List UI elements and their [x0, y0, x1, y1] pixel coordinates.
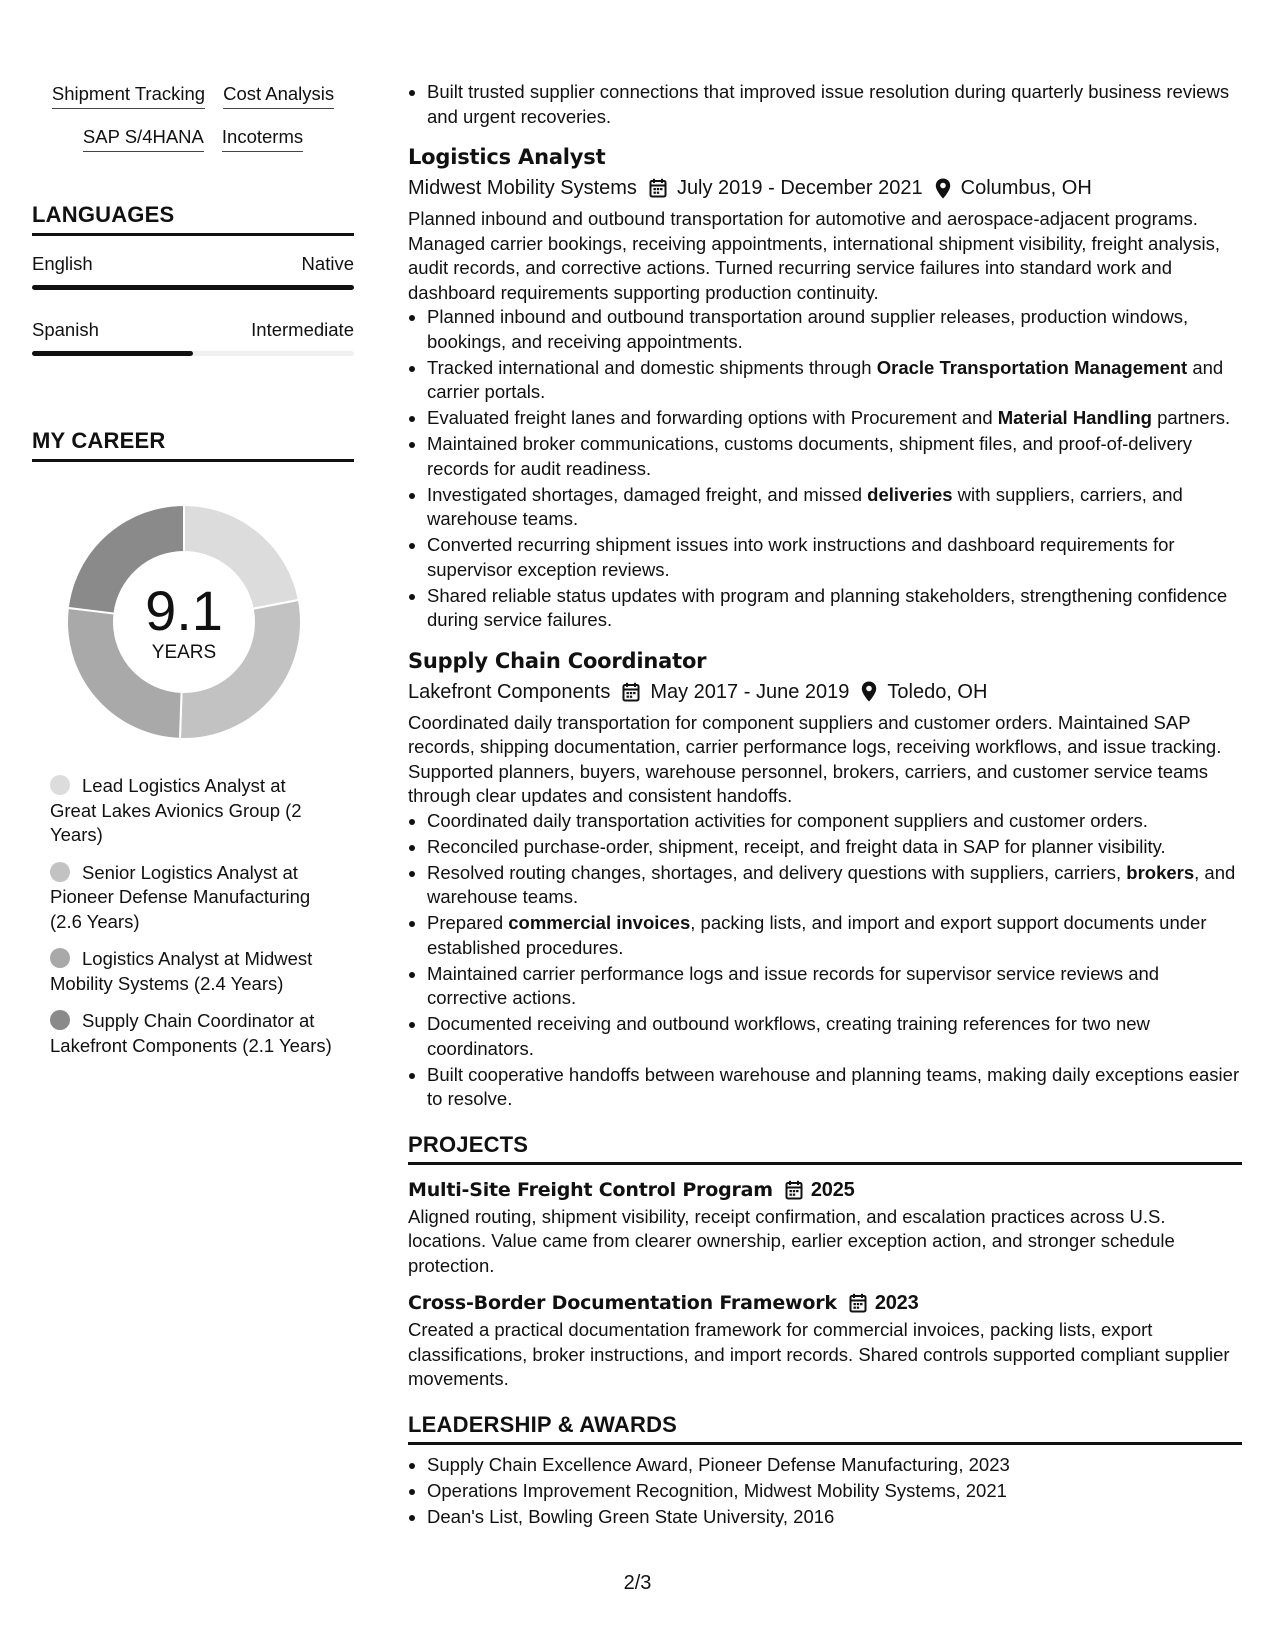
- job-location: Columbus, OH: [960, 177, 1092, 199]
- awards-heading: LEADERSHIP & AWARDS: [408, 1412, 1242, 1445]
- job-bullets: [408, 305, 1242, 633]
- experience-entry: [408, 647, 1242, 1112]
- legend-label: Senior Logistics Analyst at Pioneer Defense Manufacturing (2.6 Years): [50, 861, 311, 932]
- legend-label: Lead Logistics Analyst at Great Lakes Avionics Group (2 Years): [50, 775, 302, 845]
- job-bullet: Built trusted supplier connections that improved issue resolution during quarterly business reviews and urgent recoveries.: [408, 80, 1242, 129]
- career-legend-item: [50, 861, 332, 935]
- project-entry: [408, 1290, 1242, 1392]
- legend-dot: [50, 862, 70, 882]
- languages-heading: LANGUAGES: [32, 202, 354, 236]
- language-proficiency-fill: [32, 285, 354, 290]
- language-item: [32, 318, 354, 356]
- legend-label: Supply Chain Coordinator at Lakefront Components (2.1 Years): [50, 1010, 332, 1056]
- legend-dot: [50, 775, 70, 795]
- experience-entry: [408, 143, 1242, 633]
- job-dates: May 2017 - June 2019: [650, 680, 850, 703]
- previous-job-bullets: [408, 80, 1242, 129]
- job-bullet: Built cooperative handoffs between warehouse and planning teams, making daily exceptions easier to resolve.: [408, 1063, 1242, 1112]
- career-legend-item: [50, 774, 332, 848]
- language-proficiency-bar: [32, 285, 354, 290]
- legend-dot: [50, 948, 70, 968]
- job-bullet: Prepared commercial invoices, packing lists, and import and export support documents under established procedures.: [408, 911, 1242, 960]
- project-year: 2025: [810, 1178, 855, 1201]
- project-year: 2023: [874, 1292, 919, 1314]
- award-item: Dean's List, Bowling Green State University, 2016: [408, 1505, 1242, 1530]
- career-donut-chart: [54, 492, 314, 752]
- job-bullet: Reconciled purchase-order, shipment, receipt, and freight data in SAP for planner visibility.: [408, 835, 1242, 860]
- language-proficiency-bar: [32, 351, 354, 356]
- career-section: [32, 428, 354, 1058]
- job-description: Planned inbound and outbound transportation for automotive and aerospace-adjacent programs. Managed carrier bookings, receiving appointments, international shipment visibility, freight analysis, audit records, and corrective actions. Turned recurring service failures into standard work and dashboard requirements supporting production continuity.: [408, 208, 1221, 303]
- skill-tag: SAP S/4HANA: [83, 125, 204, 152]
- job-bullet: Coordinated daily transportation activities for component suppliers and customer orders.: [408, 809, 1242, 834]
- languages-section: [32, 202, 354, 356]
- skill-tag: Shipment Tracking: [52, 82, 205, 109]
- language-item: [32, 252, 354, 290]
- job-meta: [408, 174, 1242, 202]
- awards-list: [408, 1453, 1242, 1530]
- main-column: [408, 80, 1242, 1531]
- career-legend-item: [50, 947, 332, 996]
- job-bullet: Resolved routing changes, shortages, and delivery questions with suppliers, carriers, brokers, and warehouse teams.: [408, 861, 1242, 910]
- legend-label: Logistics Analyst at Midwest Mobility Systems (2.4 Years): [50, 948, 313, 994]
- job-title: Logistics Analyst: [408, 145, 606, 169]
- job-bullet: Evaluated freight lanes and forwarding options with Procurement and Material Handling partners.: [408, 406, 1242, 431]
- language-proficiency-fill: [32, 351, 193, 356]
- job-meta: [408, 678, 1242, 706]
- projects-section: [408, 1132, 1242, 1392]
- job-dates: July 2019 - December 2021: [676, 177, 923, 199]
- location-pin-icon: [935, 178, 951, 199]
- legend-dot: [50, 1010, 70, 1030]
- skill-tag: Incoterms: [222, 125, 303, 152]
- job-bullet: Maintained carrier performance logs and issue records for supervisor service reviews and corrective actions.: [408, 962, 1242, 1011]
- job-bullet: Converted recurring shipment issues into work instructions and dashboard requirements for supervisor exception reviews.: [408, 533, 1242, 582]
- skill-tag: Cost Analysis: [223, 82, 334, 109]
- awards-section: [408, 1412, 1242, 1530]
- career-legend-item: [50, 1009, 332, 1058]
- project-description: Aligned routing, shipment visibility, receipt confirmation, and escalation practices across U.S. locations. Value came from clearer ownership, earlier exception action, and stronger schedule protection.: [408, 1205, 1175, 1276]
- calendar-icon: [785, 1180, 803, 1200]
- job-bullet: Maintained broker communications, customs documents, shipment files, and proof-of-delivery records for audit readiness.: [408, 432, 1242, 481]
- language-name: English: [32, 253, 93, 274]
- job-description: Coordinated daily transportation for component suppliers and customer orders. Maintained SAP records, shipping documentation, carrier performance logs, receiving workflows, and issue tracking. Supported planners, buyers, warehouse personnel, brokers, carriers, and customer service teams through clear updates and consistent handoffs.: [408, 711, 1222, 806]
- project-title: Cross-Border Documentation Framework: [408, 1292, 837, 1314]
- career-heading: MY CAREER: [32, 428, 354, 462]
- job-bullets: [408, 809, 1242, 1112]
- language-name: Spanish: [32, 319, 99, 340]
- calendar-icon: [849, 1293, 867, 1313]
- location-pin-icon: [861, 681, 877, 702]
- project-description: Created a practical documentation framework for commercial invoices, packing lists, export classifications, broker instructions, and import records. Shared controls supported compliant supplier movements.: [408, 1319, 1230, 1389]
- projects-heading: PROJECTS: [408, 1132, 1242, 1165]
- language-level: Native: [301, 253, 354, 274]
- career-total-unit: YEARS: [151, 642, 217, 663]
- page-number: 2/3: [623, 1572, 652, 1594]
- job-bullet: Investigated shortages, damaged freight, and missed deliveries with suppliers, carriers, and warehouse teams.: [408, 483, 1242, 532]
- calendar-icon: [622, 682, 640, 702]
- job-location: Toledo, OH: [887, 680, 988, 703]
- calendar-icon: [649, 178, 667, 198]
- skills-list: [32, 82, 354, 152]
- job-bullet: Tracked international and domestic shipments through Oracle Transportation Management and carrier portals.: [408, 356, 1242, 405]
- language-level: Intermediate: [251, 319, 354, 340]
- job-title: Supply Chain Coordinator: [408, 648, 707, 673]
- career-legend: [32, 774, 332, 1058]
- project-entry: [408, 1177, 1242, 1279]
- job-bullet: Documented receiving and outbound workflows, creating training references for two new coordinators.: [408, 1012, 1242, 1061]
- sidebar: [32, 82, 354, 1071]
- project-title: Multi-Site Freight Control Program: [408, 1178, 773, 1201]
- company-name: Midwest Mobility Systems: [408, 177, 637, 199]
- career-total-value: 9.1: [145, 579, 223, 642]
- job-bullet: Shared reliable status updates with program and planning stakeholders, strengthening confidence during service failures.: [408, 584, 1242, 633]
- job-bullet: Planned inbound and outbound transportation around supplier releases, production windows, bookings, and receiving appointments.: [408, 305, 1242, 354]
- award-item: Supply Chain Excellence Award, Pioneer Defense Manufacturing, 2023: [408, 1453, 1242, 1478]
- award-item: Operations Improvement Recognition, Midwest Mobility Systems, 2021: [408, 1479, 1242, 1504]
- company-name: Lakefront Components: [408, 680, 611, 703]
